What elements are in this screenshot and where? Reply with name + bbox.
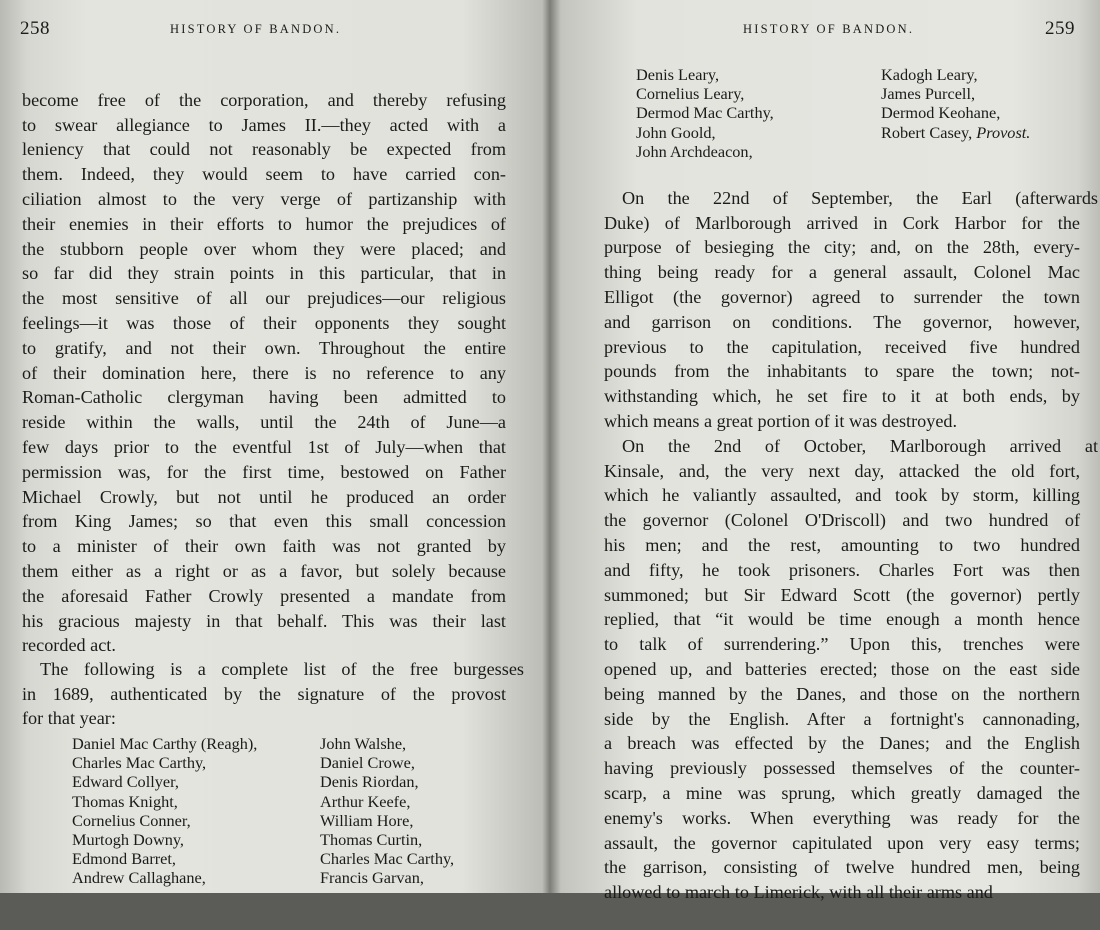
left-paragraph-1 (22, 63, 506, 683)
text-line: the governor (Colonel O'Driscoll) and two hundred of (604, 510, 1080, 531)
text-line: his men; and the rest, amounting to two hundred (604, 534, 1080, 555)
burgess-name: Arthur Keefe, (320, 791, 411, 811)
burgess-name: John Goold, (636, 122, 716, 142)
text-line: leniency that could not reasonably be expected from (22, 139, 506, 160)
text-line: Elligot (the governor) agreed to surrender the town (604, 286, 1080, 307)
text-line: On the 22nd of September, the Earl (afterwards (622, 187, 1098, 208)
burgess-name: Daniel Crowe, (320, 753, 415, 773)
text-line: the stubborn people over whom they were placed; and (22, 238, 506, 259)
text-line: their enemies in their efforts to humor the prejudices of (22, 213, 506, 234)
right-page (550, 0, 1100, 903)
burgess-name: Charles Mac Carthy, (320, 849, 455, 869)
burgess-name: Denis Leary, (636, 65, 720, 84)
burgess-name: John Archdeacon, (636, 141, 753, 161)
text-line: purpose of besieging the city; and, on the 28th, every- (604, 237, 1080, 258)
burgess-name: Dermod Keohane, (881, 103, 1001, 123)
text-line: being manned by the Danes, and those on the northern (604, 683, 1080, 704)
text-line: the garrison, consisting of twelve hundred men, being (604, 857, 1080, 878)
burgess-column-2 (320, 734, 454, 888)
text-line: pounds from the inhabitants to spare the town; not- (604, 361, 1080, 382)
text-line: assault, the governor capitulated upon very easy terms; (604, 832, 1080, 853)
running-head-right: HISTORY OF BANDON. (743, 22, 915, 36)
provost-label: Provost. (976, 122, 1031, 142)
text-line: a breach was effected by the Danes; and the English (604, 733, 1080, 754)
text-line: On the 2nd of October, Marlborough arrived at (622, 435, 1098, 456)
text-line: recorded act. (22, 635, 116, 656)
text-line: feelings—it was those of their opponents they sought (22, 312, 506, 333)
text-line: them. Indeed, they would seem to have carried con- (22, 164, 506, 185)
text-line: and garrison on conditions. The governor, however, (604, 311, 1080, 332)
text-line: and fifty, he took prisoners. Charles Fort was then (604, 559, 1080, 580)
page-number-right: 259 (1045, 18, 1075, 39)
text-line: to swear allegiance to James II.—they acted with a (22, 114, 506, 135)
burgess-name: Cornelius Conner, (72, 810, 191, 830)
text-line: scarp, a mine was sprung, which greatly damaged the (604, 782, 1080, 803)
burgess-name: James Purcell, (881, 84, 976, 104)
text-line: withstanding which, he set fire to it at both ends, by (604, 386, 1080, 407)
text-line: which means a great portion of it was destroyed. (604, 410, 958, 431)
text-line: opened up, and batteries erected; those on the east side (604, 658, 1080, 679)
text-line: few days prior to the eventful 1st of July—when that (22, 436, 506, 457)
text-line: summoned; but Sir Edward Scott (the governor) pertly (604, 584, 1080, 605)
text-line: allowed to march to Limerick, with all their arms and (604, 882, 993, 903)
text-line: Roman-Catholic clergyman having been admitted to (22, 387, 506, 408)
text-line: to gratify, and not their own. Throughout the entire (22, 337, 506, 358)
text-line: replied, that “it would be time enough a month hence (604, 609, 1080, 630)
burgess-name: Robert Casey, Provost. (881, 122, 1031, 142)
text-line: Kinsale, and, the very next day, attacked the old fort, (604, 460, 1080, 481)
text-line: permission was, for the first time, bestowed on Father (22, 461, 506, 482)
burgess-name: John Walshe, (320, 734, 407, 753)
text-line: the most sensitive of all our prejudices—our religious (22, 288, 506, 309)
burgess-name: Daniel Mac Carthy (Reagh), (72, 734, 258, 753)
burgess-column-3 (636, 65, 774, 161)
text-line: thing being ready for a general assault, Colonel Mac (604, 262, 1080, 283)
burgess-name: William Hore, (320, 810, 414, 830)
burgess-name: Charles Mac Carthy, (72, 753, 207, 773)
burgess-column-1 (72, 734, 257, 888)
text-line: so far did they strain points in this particular, that in (22, 263, 506, 284)
text-line: of their domination here, there is no reference to any (22, 362, 506, 383)
burgess-name: Denis Riordan, (320, 772, 419, 792)
text-line: side by the English. After a fortnight's cannonading, (604, 708, 1080, 729)
text-line: ciliation almost to the very verge of partizanship with (22, 188, 506, 209)
text-line: having previously possessed themselves of the counter- (604, 758, 1080, 779)
text-line: Michael Crowly, but not until he produced an order (22, 486, 506, 507)
burgess-name: Francis Garvan, (320, 868, 424, 888)
text-line: become free of the corporation, and thereby refusing (22, 89, 506, 110)
text-line: enemy's works. When everything was ready for the (604, 807, 1080, 828)
right-paragraph-2 (604, 409, 1098, 930)
burgess-name: Kadogh Leary, (881, 65, 978, 84)
text-line: Duke) of Marlborough arrived in Cork Harbor for the (604, 212, 1080, 233)
burgess-column-4 (881, 65, 1030, 142)
burgess-name: Edward Collyer, (72, 772, 179, 792)
text-line: them either as a right or as a favor, but solely because (22, 560, 506, 581)
page-number-left: 258 (20, 18, 50, 39)
running-head-left: HISTORY OF BANDON. (170, 22, 342, 36)
text-line: which he valiantly assaulted, and took by storm, killing (604, 485, 1080, 506)
burgess-name: Cornelius Leary, (636, 84, 745, 104)
text-line: The following is a complete list of the free burgesses (40, 658, 524, 679)
burgess-name: Murtogh Downy, (72, 829, 185, 849)
text-line: reside within the walls, until the 24th of June—a (22, 412, 506, 433)
burgess-name: Dermod Mac Carthy, (636, 103, 774, 123)
text-line: the aforesaid Father Crowly presented a mandate from (22, 585, 506, 606)
text-line: his gracious majesty in that behalf. This was their last (22, 610, 506, 631)
text-line: to a minister of their own faith was not granted by (22, 536, 506, 557)
burgess-name: Andrew Callaghane, (72, 868, 206, 888)
text-line: for that year: (22, 708, 116, 729)
text-line: previous to the capitulation, received five hundred (604, 336, 1080, 357)
text-line: in 1689, authenticated by the signature of the provost (22, 683, 506, 704)
text-line: to talk of surrendering.” Upon this, trenches were (604, 634, 1080, 655)
burgess-name: Thomas Knight, (72, 791, 178, 811)
burgess-name: Thomas Curtin, (320, 829, 423, 849)
left-page (0, 0, 550, 893)
text-line: from King James; so that even this small concession (22, 511, 506, 532)
burgess-name: Edmond Barret, (72, 849, 176, 869)
